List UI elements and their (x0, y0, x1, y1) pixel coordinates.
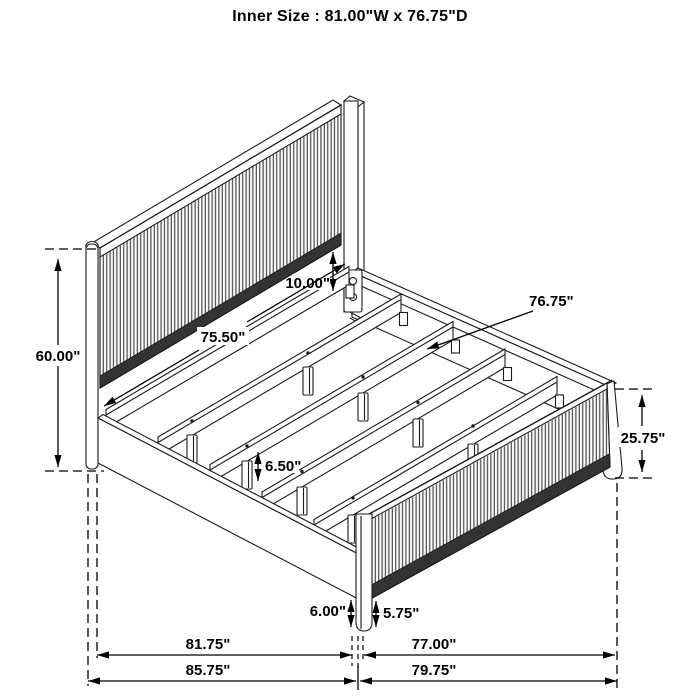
dim-under-footboard-clearance (376, 601, 419, 627)
dim-inner-width-label: 81.75" (185, 636, 231, 653)
dim-inner-depth-floor (364, 636, 615, 655)
dim-overall-width-label: 85.75" (185, 662, 231, 679)
dim-headboard-height-label: 60.00" (35, 348, 81, 365)
dim-under-rail-clearance-label: 6.00" (309, 603, 346, 620)
dim-inner-depth-floor-label: 77.00" (411, 636, 457, 653)
dim-overall-depth-label: 79.75" (411, 662, 457, 679)
side-rail-left (98, 415, 367, 602)
footboard-front-leg (356, 514, 372, 631)
diagram-title: Inner Size : 81.00"W x 76.75"D (232, 8, 468, 25)
dim-side-rail-height-label: 10.00" (285, 275, 330, 292)
dim-inner-width (97, 636, 352, 655)
dim-overall-width (88, 662, 356, 681)
dim-under-footboard-clearance-label: 5.75" (383, 605, 420, 622)
dim-slat-length-label: 75.50" (200, 329, 246, 346)
dim-under-rail-clearance (308, 600, 351, 627)
dim-inner-depth-label: 76.75" (529, 293, 574, 310)
headboard-left-post (86, 242, 98, 470)
dim-center-leg-height-label: 6.50" (265, 458, 302, 475)
dim-footboard-height-label: 25.75" (620, 430, 666, 447)
dim-overall-depth (360, 662, 617, 681)
dim-footboard-height (615, 389, 666, 478)
